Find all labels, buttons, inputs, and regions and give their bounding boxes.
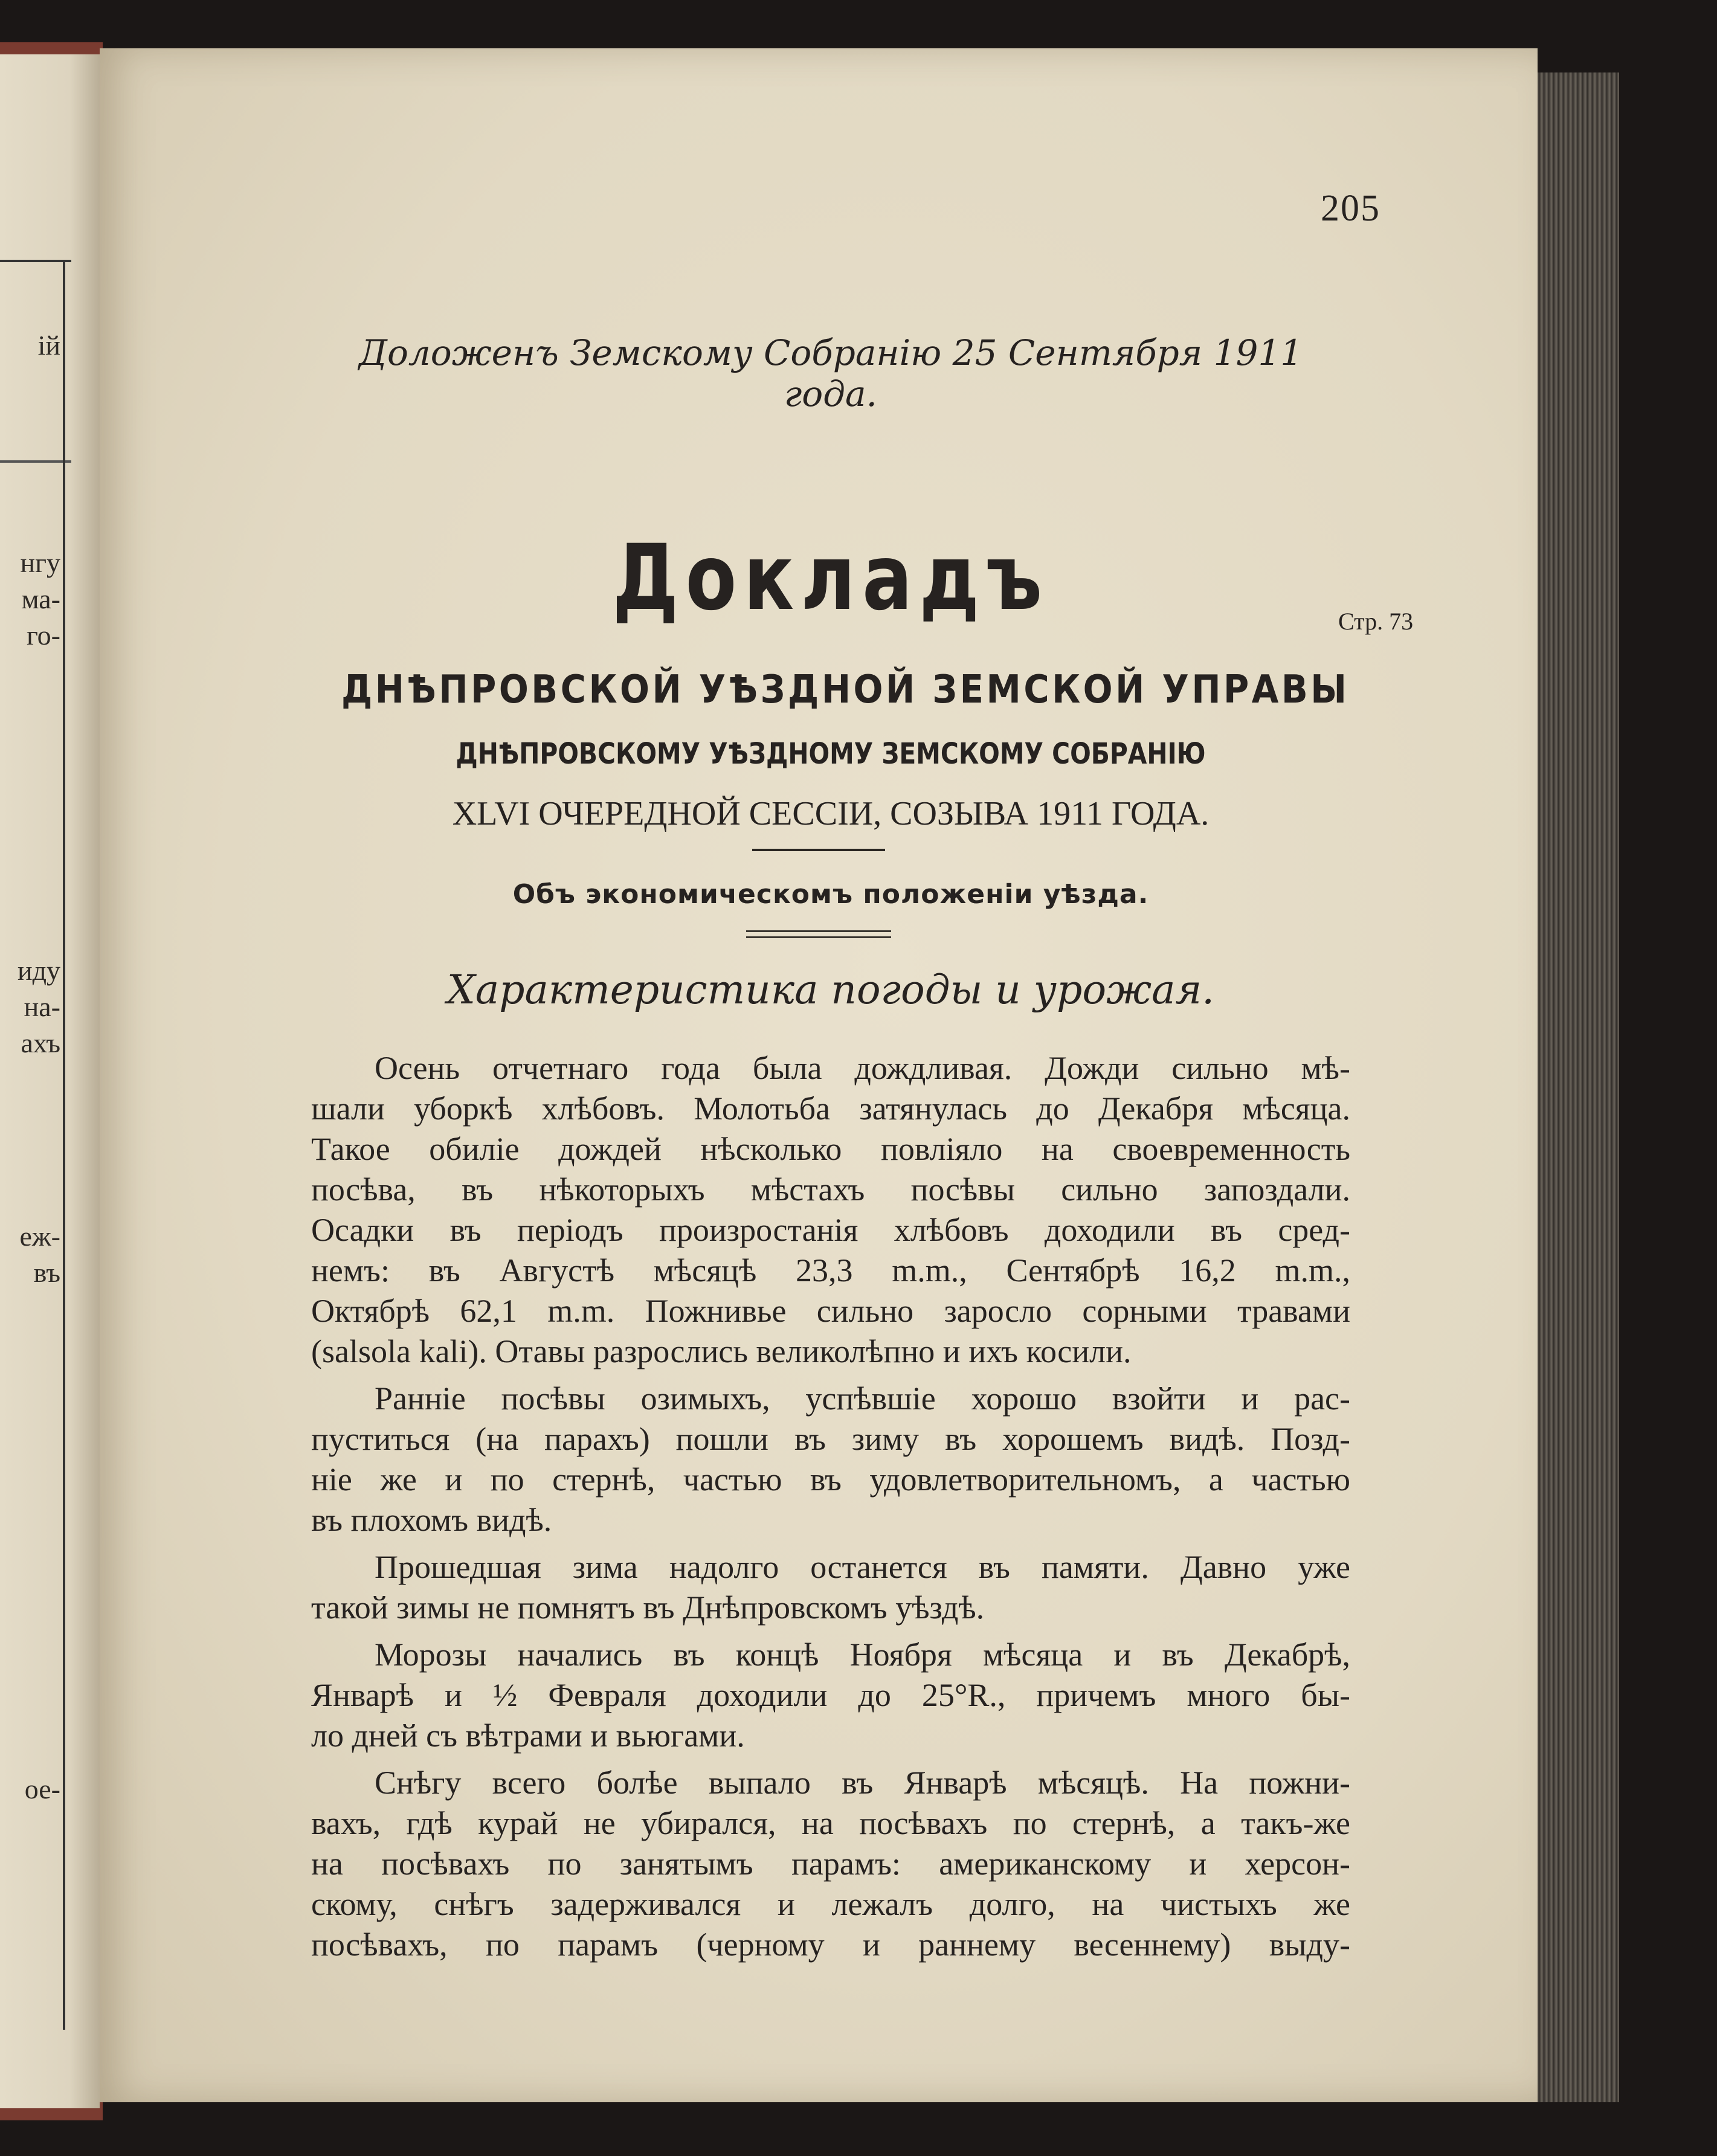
dated-line: Доложенъ Земскому Собранію 25 Сентября 1911 года.	[358, 332, 1303, 414]
document-title: Докладъ	[612, 526, 1049, 631]
left-page-fragment: еж-	[19, 1221, 60, 1252]
subtitle-session: XLVI ОЧЕРЕДНОЙ СЕССІИ, СОЗЫВА 1911 ГОДА.	[452, 795, 1210, 832]
divider-rule	[752, 849, 885, 851]
text-line: въ плохомъ видѣ.	[311, 1502, 552, 1538]
text-line: Прошедшая зима надолго останется въ памяти. Давно уже	[375, 1549, 1350, 1585]
text-line: посѣвахъ, по парамъ (черному и раннему весеннему) выду-	[311, 1926, 1350, 1963]
left-page-fragment: ій	[37, 330, 60, 361]
previous-page-sliver	[0, 54, 100, 2108]
text-line: шали уборкѣ хлѣбовъ. Молотьба затянулась до Декабря мѣсяца.	[311, 1090, 1350, 1127]
left-page-fragment: ахъ	[21, 1028, 60, 1058]
text-line: Такое обиліе дождей нѣсколько повліяло на своевременность	[311, 1131, 1350, 1167]
left-page-fragment: ое-	[24, 1774, 60, 1804]
text-line: Ранніе посѣвы озимыхъ, успѣвшіе хорошо взойти и рас-	[375, 1380, 1350, 1417]
left-page-fragment: ма-	[21, 584, 60, 614]
text-line: вахъ, гдѣ курай не убирался, на посѣвахъ по стернѣ, а такъ-же	[311, 1805, 1350, 1841]
subtitle-recipient: ДНѢПРОВСКОМУ УѢЗДНОМУ ЗЕМСКОМУ СОБРАНІЮ	[456, 737, 1206, 771]
text-line: ніе же и по стернѣ, частью въ удовлетворительномъ, а частью	[311, 1461, 1350, 1498]
report-topic: Объ экономическомъ положеніи уѣзда.	[512, 879, 1149, 910]
paragraph	[311, 1635, 1350, 1756]
paragraph	[311, 1048, 1350, 1372]
subtitle-issuer: ДНѢПРОВСКОЙ УѢЗДНОЙ ЗЕМСКОЙ УПРАВЫ	[341, 668, 1350, 712]
text-line: пуститься (на парахъ) пошли въ зиму въ хорошемъ видѣ. Позд-	[311, 1421, 1350, 1457]
text-line: Январѣ и ½ Февраля доходили до 25°R., причемъ много бы-	[311, 1677, 1350, 1713]
double-rule	[746, 930, 891, 932]
paragraph	[311, 1763, 1350, 1965]
text-line: Осадки въ періодъ произростанія хлѣбовъ доходили въ сред-	[311, 1212, 1350, 1248]
text-line: посѣва, въ нѣкоторыхъ мѣстахъ посѣвы сильно запоздали.	[311, 1171, 1350, 1208]
table-border	[0, 460, 71, 463]
body-text	[311, 1048, 1350, 1965]
left-page-fragment: въ	[33, 1257, 60, 1288]
text-line: Морозы начались въ концѣ Ноября мѣсяца и въ Декабрѣ,	[375, 1636, 1350, 1673]
left-page-fragment: го-	[26, 620, 60, 651]
left-page-fragment: нгу	[20, 547, 60, 578]
paragraph	[311, 1547, 1350, 1628]
left-page-fragment: на-	[24, 991, 60, 1022]
table-border	[0, 260, 71, 262]
text-line: ло дней съ вѣтрами и вьюгами.	[311, 1717, 745, 1754]
text-line: на посѣвахъ по занятымъ парамъ: американскому и херсон-	[311, 1845, 1350, 1882]
page-reference: Стр. 73	[1338, 608, 1414, 635]
left-page-fragment: иду	[17, 955, 60, 986]
paragraph	[311, 1379, 1350, 1540]
text-line: Октябрѣ 62,1 m.m. Пожнивье сильно заросло сорными травами	[311, 1293, 1350, 1329]
text-line: Осень отчетнаго года была дождливая. Дожди сильно мѣ-	[375, 1050, 1350, 1086]
table-border	[63, 260, 65, 2030]
text-line: немъ: въ Августѣ мѣсяцѣ 23,3 m.m., Сентябрѣ 16,2 m.m.,	[311, 1252, 1350, 1289]
text-line: Снѣгу всего болѣе выпало въ Январѣ мѣсяцѣ. На пожни-	[375, 1765, 1350, 1801]
double-rule	[746, 936, 891, 938]
book-page-edges	[1535, 72, 1619, 2102]
document-page	[100, 48, 1538, 2102]
text-line: скому, снѣгъ задерживался и лежалъ долго, на чистыхъ же	[311, 1886, 1350, 1922]
text-line: такой зимы не помнятъ въ Днѣпровскомъ уѣздѣ.	[311, 1589, 985, 1626]
section-heading: Характеристика погоды и урожая.	[446, 967, 1215, 1013]
page-content	[311, 48, 1414, 2102]
page-number: 205	[1321, 188, 1380, 229]
text-line: (salsola kali). Отавы разрослись великолѣпно и ихъ косили.	[311, 1333, 1132, 1369]
